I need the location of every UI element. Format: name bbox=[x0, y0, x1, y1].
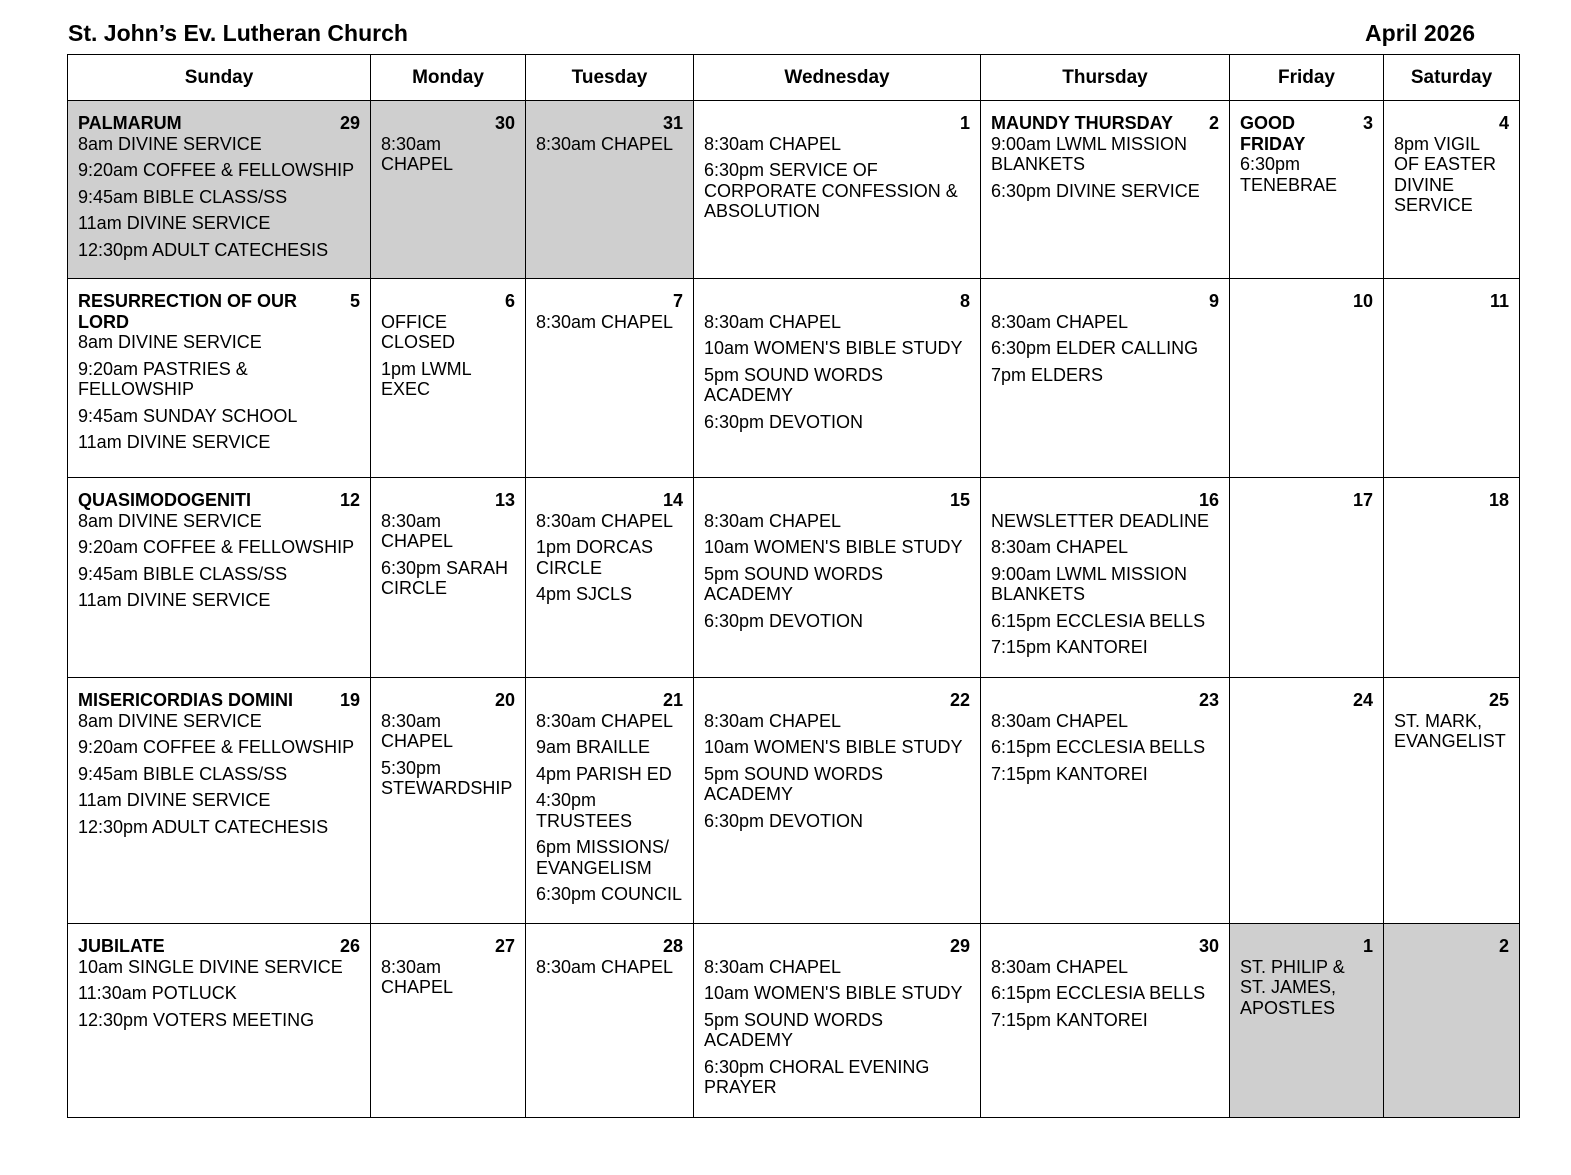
event-item: 9:45am SUNDAY SCHOOL bbox=[78, 405, 298, 426]
day-number: 18 bbox=[1488, 490, 1509, 510]
day-number: 30 bbox=[494, 113, 515, 133]
event-item: 6:30pm TENEBRAE bbox=[1240, 154, 1338, 195]
day-number: 15 bbox=[949, 490, 970, 510]
event-item: 7:15pm KANTOREI bbox=[991, 637, 1148, 657]
weekday-wednesday: Wednesday bbox=[694, 55, 981, 101]
event-item: 8:30am CHAPEL bbox=[991, 537, 1129, 557]
event-list bbox=[1240, 957, 1373, 1019]
event-item: 11am DIVINE SERVICE bbox=[78, 432, 271, 452]
event-item: 6:30pm SERVICE OF CORPORATE CONFESSION & ABSOLUTION bbox=[704, 160, 958, 221]
event-item: 9:45am BIBLE CLASS/SS bbox=[78, 186, 288, 207]
day-number: 28 bbox=[662, 936, 683, 956]
event-item: 8:30am CHAPEL bbox=[381, 133, 454, 174]
event-item: 6:15pm ECCLESIA BELLS bbox=[991, 737, 1206, 757]
day-number: 1 bbox=[1362, 936, 1373, 956]
event-item: 8:30am CHAPEL bbox=[536, 956, 674, 977]
event-item: 8:30am CHAPEL bbox=[704, 133, 842, 154]
event-item: 9am BRAILLE bbox=[536, 737, 651, 757]
event-item: 8:30am CHAPEL bbox=[381, 710, 454, 751]
day-number: 23 bbox=[1198, 690, 1219, 710]
event-item: 8am DIVINE SERVICE bbox=[78, 710, 262, 731]
weekday-header-row bbox=[68, 55, 1520, 101]
day-cell[interactable] bbox=[1230, 478, 1384, 678]
day-number: 26 bbox=[339, 936, 360, 956]
event-item: 6:30pm COUNCIL bbox=[536, 884, 683, 904]
event-item: 5:30pm STEWARDSHIP bbox=[381, 757, 513, 798]
day-number: 29 bbox=[949, 936, 970, 956]
day-number: 11 bbox=[1489, 291, 1509, 311]
event-item: 11:30am POTLUCK bbox=[78, 983, 237, 1003]
day-cell[interactable] bbox=[694, 101, 981, 279]
day-number: 4 bbox=[1498, 113, 1509, 133]
event-item: 8:30am CHAPEL bbox=[381, 510, 454, 551]
event-item: 10am WOMEN'S BIBLE STUDY bbox=[704, 338, 963, 358]
day-cell[interactable] bbox=[1230, 101, 1384, 279]
day-number: 30 bbox=[1198, 936, 1219, 956]
event-list bbox=[78, 711, 360, 838]
event-item: 7:15pm KANTOREI bbox=[991, 763, 1148, 784]
day-cell[interactable] bbox=[371, 478, 526, 678]
event-list bbox=[381, 511, 515, 599]
event-list bbox=[381, 134, 515, 175]
event-item: 5pm SOUND WORDS ACADEMY bbox=[704, 364, 884, 405]
day-number: 12 bbox=[339, 490, 360, 510]
weekday-monday: Monday bbox=[371, 55, 526, 101]
event-item: 1pm LWML EXEC bbox=[381, 358, 472, 399]
day-cell[interactable] bbox=[68, 279, 371, 478]
event-item: 9:20am COFFEE & FELLOWSHIP bbox=[78, 737, 355, 757]
day-cell[interactable] bbox=[1384, 279, 1520, 478]
day-observance-title: MAUNDY THURSDAY bbox=[991, 113, 1174, 133]
event-list bbox=[536, 957, 683, 978]
day-number: 13 bbox=[494, 490, 515, 510]
event-item: 5pm SOUND WORDS ACADEMY bbox=[704, 1009, 884, 1050]
event-item: 6:30pm DEVOTION bbox=[704, 810, 864, 831]
day-cell[interactable] bbox=[694, 678, 981, 924]
event-list bbox=[704, 957, 970, 1098]
event-item: 5pm SOUND WORDS ACADEMY bbox=[704, 763, 884, 804]
event-list bbox=[381, 312, 515, 400]
church-name: St. John’s Ev. Lutheran Church bbox=[68, 20, 408, 46]
event-item: 8:30am CHAPEL bbox=[381, 956, 454, 997]
calendar-header bbox=[68, 20, 1475, 50]
day-number: 27 bbox=[494, 936, 515, 956]
event-item: 12:30pm ADULT CATECHESIS bbox=[78, 816, 329, 837]
day-cell[interactable] bbox=[1384, 101, 1520, 279]
week-row bbox=[68, 678, 1520, 924]
event-list bbox=[991, 511, 1219, 658]
day-cell[interactable] bbox=[68, 101, 371, 279]
event-list bbox=[78, 134, 360, 261]
day-number: 10 bbox=[1352, 291, 1373, 311]
event-item: NEWSLETTER DEADLINE bbox=[991, 510, 1210, 531]
event-item: 6:30pm DIVINE SERVICE bbox=[991, 180, 1200, 201]
event-item: 4pm PARISH ED bbox=[536, 763, 672, 784]
day-observance-title: RESURRECTION OF OUR LORD bbox=[78, 291, 298, 332]
event-list bbox=[991, 134, 1219, 202]
weekday-friday: Friday bbox=[1230, 55, 1384, 101]
event-item: 6:30pm ELDER CALLING bbox=[991, 338, 1199, 358]
event-item: 12:30pm VOTERS MEETING bbox=[78, 1009, 315, 1030]
day-number: 9 bbox=[1208, 291, 1219, 311]
event-item: OFFICE CLOSED bbox=[381, 311, 456, 352]
day-number: 29 bbox=[339, 113, 360, 133]
day-cell[interactable] bbox=[1384, 678, 1520, 924]
event-item: 9:20am COFFEE & FELLOWSHIP bbox=[78, 160, 355, 180]
event-item: 8:30am CHAPEL bbox=[991, 956, 1129, 977]
month-title: April 2026 bbox=[1365, 20, 1475, 46]
event-item: 9:00am LWML MISSION BLANKETS bbox=[991, 133, 1188, 174]
day-number: 8 bbox=[959, 291, 970, 311]
day-cell[interactable] bbox=[371, 279, 526, 478]
event-item: 9:20am COFFEE & FELLOWSHIP bbox=[78, 537, 355, 557]
day-observance-title: QUASIMODOGENITI bbox=[78, 490, 252, 510]
event-item: 8am DIVINE SERVICE bbox=[78, 510, 262, 531]
event-item: 10am WOMEN'S BIBLE STUDY bbox=[704, 983, 963, 1003]
day-cell[interactable] bbox=[694, 924, 981, 1118]
day-number: 25 bbox=[1488, 690, 1509, 710]
day-cell[interactable] bbox=[68, 678, 371, 924]
event-item: 8am DIVINE SERVICE bbox=[78, 332, 262, 352]
event-list bbox=[78, 957, 360, 1031]
event-item: 9:00am LWML MISSION BLANKETS bbox=[991, 563, 1188, 604]
event-item: 6:30pm DEVOTION bbox=[704, 610, 864, 631]
weekday-saturday: Saturday bbox=[1384, 55, 1520, 101]
day-cell[interactable] bbox=[526, 279, 694, 478]
event-item: 11am DIVINE SERVICE bbox=[78, 213, 271, 233]
event-item: 7pm ELDERS bbox=[991, 364, 1104, 385]
day-cell[interactable] bbox=[1230, 279, 1384, 478]
day-number: 21 bbox=[662, 690, 683, 710]
event-list bbox=[704, 134, 970, 222]
event-item: 10am WOMEN'S BIBLE STUDY bbox=[704, 537, 963, 557]
event-item: ST. PHILIP & ST. JAMES, APOSTLES bbox=[1240, 956, 1345, 1018]
day-cell[interactable] bbox=[526, 924, 694, 1118]
event-item: 6pm MISSIONS/ EVANGELISM bbox=[536, 837, 670, 878]
event-item: 8:30am CHAPEL bbox=[536, 311, 674, 332]
event-item: 10am WOMEN'S BIBLE STUDY bbox=[704, 737, 963, 757]
event-item: 5pm SOUND WORDS ACADEMY bbox=[704, 563, 884, 604]
event-list bbox=[536, 134, 683, 155]
event-item: 8:30am CHAPEL bbox=[704, 956, 842, 977]
day-cell[interactable] bbox=[68, 478, 371, 678]
weekday-sunday: Sunday bbox=[68, 55, 371, 101]
day-observance-title: GOOD FRIDAY bbox=[1240, 113, 1306, 154]
day-number: 20 bbox=[494, 690, 515, 710]
event-item: 8:30am CHAPEL bbox=[536, 510, 674, 531]
day-number: 2 bbox=[1498, 936, 1509, 956]
day-cell[interactable] bbox=[694, 279, 981, 478]
weekday-tuesday: Tuesday bbox=[526, 55, 694, 101]
day-cell[interactable] bbox=[526, 678, 694, 924]
calendar-grid bbox=[67, 54, 1520, 1118]
day-cell[interactable] bbox=[1384, 924, 1520, 1118]
event-item: 6:30pm SARAH CIRCLE bbox=[381, 557, 509, 598]
event-list bbox=[381, 711, 515, 799]
event-list bbox=[78, 332, 360, 453]
day-cell[interactable] bbox=[371, 101, 526, 279]
day-number: 3 bbox=[1362, 113, 1373, 133]
day-number: 24 bbox=[1352, 690, 1373, 710]
event-item: 10am SINGLE DIVINE SERVICE bbox=[78, 956, 343, 977]
day-cell[interactable] bbox=[981, 678, 1230, 924]
day-observance-title: JUBILATE bbox=[78, 936, 165, 956]
event-item: 8am DIVINE SERVICE bbox=[78, 133, 262, 154]
day-number: 19 bbox=[339, 690, 360, 710]
day-cell[interactable] bbox=[371, 678, 526, 924]
event-list bbox=[536, 312, 683, 333]
week-row bbox=[68, 924, 1520, 1118]
day-number: 31 bbox=[662, 113, 683, 133]
event-item: 7:15pm KANTOREI bbox=[991, 1009, 1148, 1030]
event-list bbox=[1394, 134, 1509, 216]
day-cell[interactable] bbox=[981, 924, 1230, 1118]
event-item: 8:30am CHAPEL bbox=[536, 133, 674, 154]
event-item: 8:30am CHAPEL bbox=[991, 311, 1129, 332]
event-list bbox=[536, 511, 683, 605]
event-item: 12:30pm ADULT CATECHESIS bbox=[78, 239, 329, 260]
event-item: 6:30pm CHORAL EVENING PRAYER bbox=[704, 1056, 930, 1097]
event-item: 9:45am BIBLE CLASS/SS bbox=[78, 763, 288, 784]
week-row bbox=[68, 101, 1520, 279]
event-item: 6:15pm ECCLESIA BELLS bbox=[991, 610, 1206, 631]
day-cell[interactable] bbox=[981, 101, 1230, 279]
day-number: 1 bbox=[959, 113, 970, 133]
day-cell[interactable] bbox=[1230, 678, 1384, 924]
day-cell[interactable] bbox=[694, 478, 981, 678]
event-item: 9:45am BIBLE CLASS/SS bbox=[78, 563, 288, 584]
event-item: ST. MARK, EVANGELIST bbox=[1394, 710, 1506, 751]
day-cell[interactable] bbox=[371, 924, 526, 1118]
event-list bbox=[1240, 154, 1373, 195]
day-number: 16 bbox=[1198, 490, 1219, 510]
event-list bbox=[1394, 711, 1509, 752]
day-observance-title: MISERICORDIAS DOMINI bbox=[78, 690, 294, 710]
event-item: 4:30pm TRUSTEES bbox=[536, 790, 633, 831]
day-observance-title: PALMARUM bbox=[78, 113, 182, 133]
day-cell[interactable] bbox=[981, 279, 1230, 478]
event-list bbox=[991, 957, 1219, 1031]
event-item: 1pm DORCAS CIRCLE bbox=[536, 537, 654, 578]
event-item: 6:15pm ECCLESIA BELLS bbox=[991, 983, 1206, 1003]
weekday-thursday: Thursday bbox=[981, 55, 1230, 101]
day-cell[interactable] bbox=[1384, 478, 1520, 678]
week-row bbox=[68, 478, 1520, 678]
day-number: 7 bbox=[672, 291, 683, 311]
day-cell[interactable] bbox=[68, 924, 371, 1118]
event-item: 8pm VIGIL OF EASTER DIVINE SERVICE bbox=[1394, 133, 1497, 215]
day-cell[interactable] bbox=[981, 478, 1230, 678]
day-number: 5 bbox=[349, 291, 360, 311]
event-list bbox=[704, 312, 970, 433]
event-list bbox=[991, 711, 1219, 785]
event-item: 8:30am CHAPEL bbox=[704, 710, 842, 731]
event-list bbox=[704, 711, 970, 832]
event-list bbox=[991, 312, 1219, 386]
event-item: 4pm SJCLS bbox=[536, 584, 633, 604]
day-number: 6 bbox=[504, 291, 515, 311]
event-item: 8:30am CHAPEL bbox=[704, 510, 842, 531]
event-list bbox=[536, 711, 683, 905]
event-item: 6:30pm DEVOTION bbox=[704, 411, 864, 432]
event-list bbox=[78, 511, 360, 611]
day-cell[interactable] bbox=[1230, 924, 1384, 1118]
event-list bbox=[381, 957, 515, 998]
day-number: 17 bbox=[1352, 490, 1373, 510]
event-item: 11am DIVINE SERVICE bbox=[78, 590, 271, 610]
event-item: 11am DIVINE SERVICE bbox=[78, 790, 271, 810]
event-item: 8:30am CHAPEL bbox=[536, 710, 674, 731]
day-number: 14 bbox=[662, 490, 683, 510]
day-number: 2 bbox=[1208, 113, 1219, 133]
event-item: 8:30am CHAPEL bbox=[704, 311, 842, 332]
event-list bbox=[704, 511, 970, 632]
event-item: 8:30am CHAPEL bbox=[991, 710, 1129, 731]
week-row bbox=[68, 279, 1520, 478]
event-item: 9:20am PASTRIES & FELLOWSHIP bbox=[78, 358, 248, 399]
day-cell[interactable] bbox=[526, 101, 694, 279]
day-number: 22 bbox=[949, 690, 970, 710]
day-cell[interactable] bbox=[526, 478, 694, 678]
